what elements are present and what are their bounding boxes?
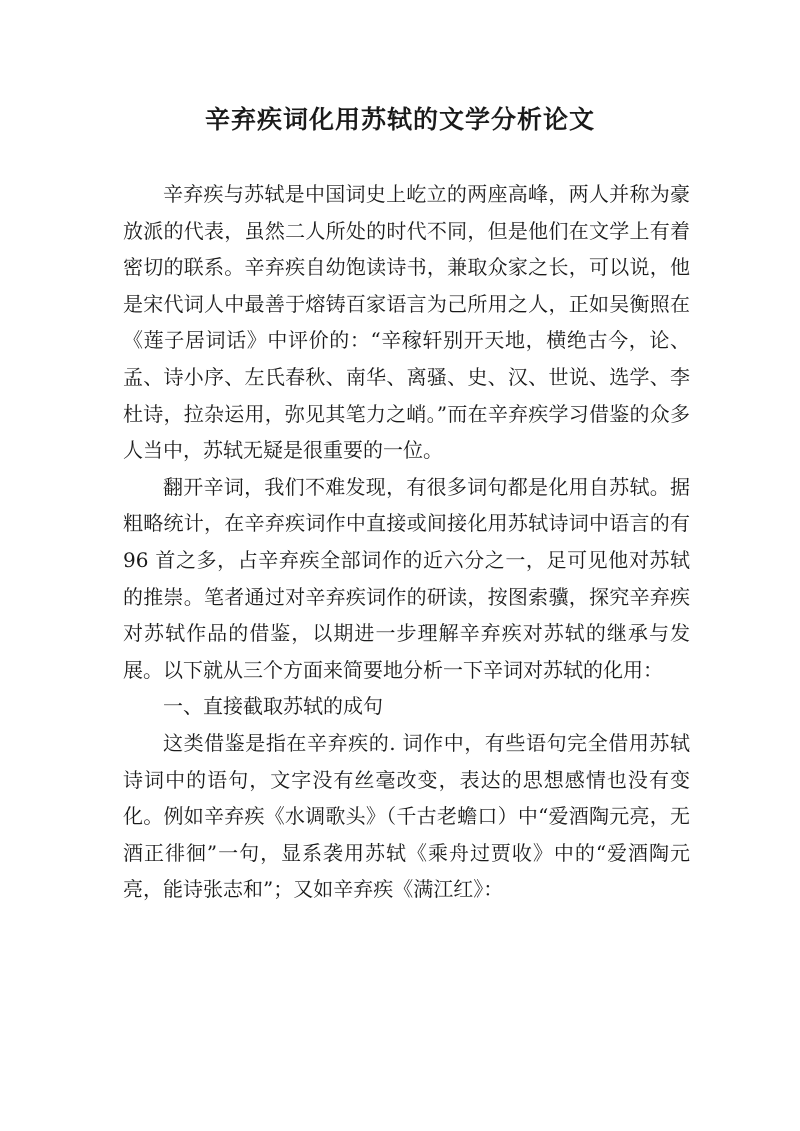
document-body <box>123 176 690 908</box>
section-heading: 一、直接截取苏轼的成句 <box>163 694 383 719</box>
paragraph-intro: 辛弃疾与苏轼是中国词史上屹立的两座高峰，两人并称为豪放派的代表，虽然二人所处的时代不同，但是他们在文学上有着密切的联系。辛弃疾自幼饱读诗书，兼取众家之长，可以说，他是宋代词人中最善于熔铸百家语言为己所用之人，正如吴衡照在《莲子居词话》中评价的：“辛稼轩别开天地，横绝古今，论、孟、诗小序、左氏春秋、南华、离骚、史、汉、世说、选学、李杜诗，拉杂运用，弥见其笔力之峭。”而在辛弃疾学习借鉴的众多人当中，苏轼无疑是很重要的一位。 <box>123 182 690 463</box>
document-title: 辛弃疾词化用苏轼的文学分析论文 <box>204 105 595 134</box>
paragraph-section-one: 这类借鉴是指在辛弃疾的. 词作中，有些语句完全借用苏轼诗词中的语句，文字没有丝毫改变，表达的思想感情也没有变化。例如辛弃疾《水调歌头》（千古老蟾口）中“爱酒陶元亮，无酒正徘徊”一句，显系袭用苏轼《乘舟过贾收》中的“爱酒陶元亮，能诗张志和”；又如辛弃疾《满江红》： <box>123 730 690 902</box>
paragraph-overview: 翻开辛词，我们不难发现，有很多词句都是化用自苏轼。据粗略统计，在辛弃疾词作中直接或间接化用苏轼诗词中语言的有 96 首之多，占辛弃疾全部词作的近六分之一，足可见他对苏轼的推崇。笔者通过对辛弃疾词作的研读，按图索骥，探究辛弃疾对苏轼作品的借鉴，以期进一步理解辛弃疾对苏轼的继承与发展。以下就从三个方面来简要地分析一下辛词对苏轼的化用： <box>123 474 690 682</box>
